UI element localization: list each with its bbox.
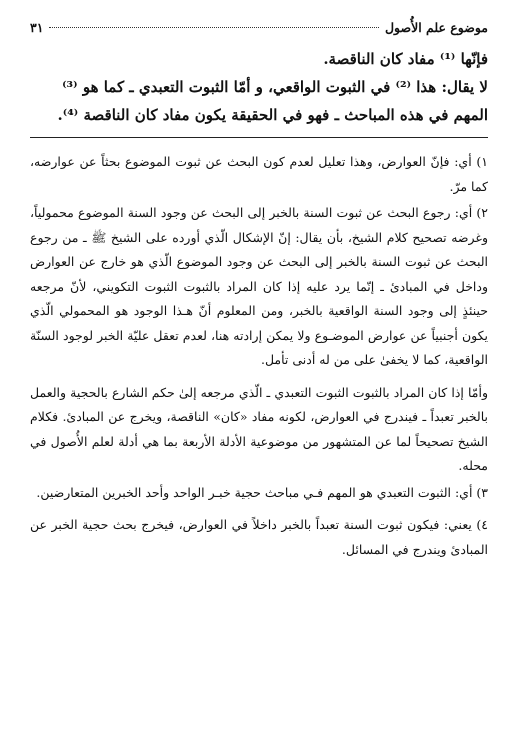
page-number: ٣١ — [30, 20, 44, 35]
main-line-1: فإنّها ⁽¹⁾ مفاد كان الناقصة. — [323, 50, 488, 68]
running-header — [30, 20, 488, 35]
header-title: موضوع علم الأُصول — [384, 20, 488, 35]
footnote-3: ٣) أي: الثبوت التعبدي هو المهم فـي مباحث حجية خبـر الواحد وأحد الخبرين المتعارضين. — [36, 484, 488, 500]
footnote-2-continued: وأمّا إذا كان المراد بالثبوت الثبوت التعبدي ـ الّذي مرجعه إلىٰ حكم الشارع بالحجية والعمل بالخبر تعبداً ـ فيندرج في العوارض، لكونه مفاد «كان» الناقصة، ويخرج عن المبادئ. فكلام الشيخ تصحيحاً لما عن المتشهور من موضوعية الأدلة الأربعة بما هي أدلة لعلم الأُصول في محله. — [30, 384, 488, 473]
footnote-4: ٤) يعني: فيكون ثبوت السنة تعبداً بالخبر داخلاً في العوارض، فيخرج بحث حجية الخبر عن المبادئ ويندرج في المسائل. — [30, 517, 488, 557]
main-line-3: المهم في هذه المباحث ـ فهو في الحقيقة يكون مفاد كان الناقصة ⁽⁴⁾. — [57, 106, 488, 124]
footnote-divider — [30, 137, 488, 138]
main-text — [30, 45, 488, 129]
book-page — [30, 20, 488, 564]
footnote-1: ١) أي: فإنّ العوارض، وهذا تعليل لعدم كون البحث عن ثبوت الموضوع بحثاً عن عوارضه، كما مرّ. — [30, 154, 488, 194]
footnotes — [30, 150, 488, 562]
header-dot-leader — [49, 27, 379, 28]
footnote-2: ٢) أي: رجوع البحث عن ثبوت السنة بالخبر إلى البحث عن وجود السنة الموضوع محمولياً، وغرضه تصحيح كلام الشيخ، بأن يقال: إنّ الإشكال الّذي أورده على الشيخ ﷺ ـ من رجوع البحث عن ثبوت السنة بالخبر إلى البحث عن وجود الموضوع الّذي هو خارج عن العوارض وداخل في المبادئ ـ إنّما يرد عليه إذا كان المراد بالثبوت الثبوت التكويني، لأنّ مرجعه حينئذٍ إلى وجود السنة الواقعية بالخبر، ومن المعلوم أنّ هـذا الوجود هو المحمولي الّذي يكون أجنبياً عن عوارض الموضـوع ولا يمكن إرادته هنا، لعدم تعقل عليّة الخبر لوجود السنّة الواقعية، كما لا يخفىٰ على من له أدنى تأمل. — [30, 205, 488, 367]
main-line-2: لا يقال: هذا ⁽²⁾ في الثبوت الواقعي، و أمّا الثبوت التعبدي ـ كما هو ⁽³⁾ — [62, 78, 488, 96]
